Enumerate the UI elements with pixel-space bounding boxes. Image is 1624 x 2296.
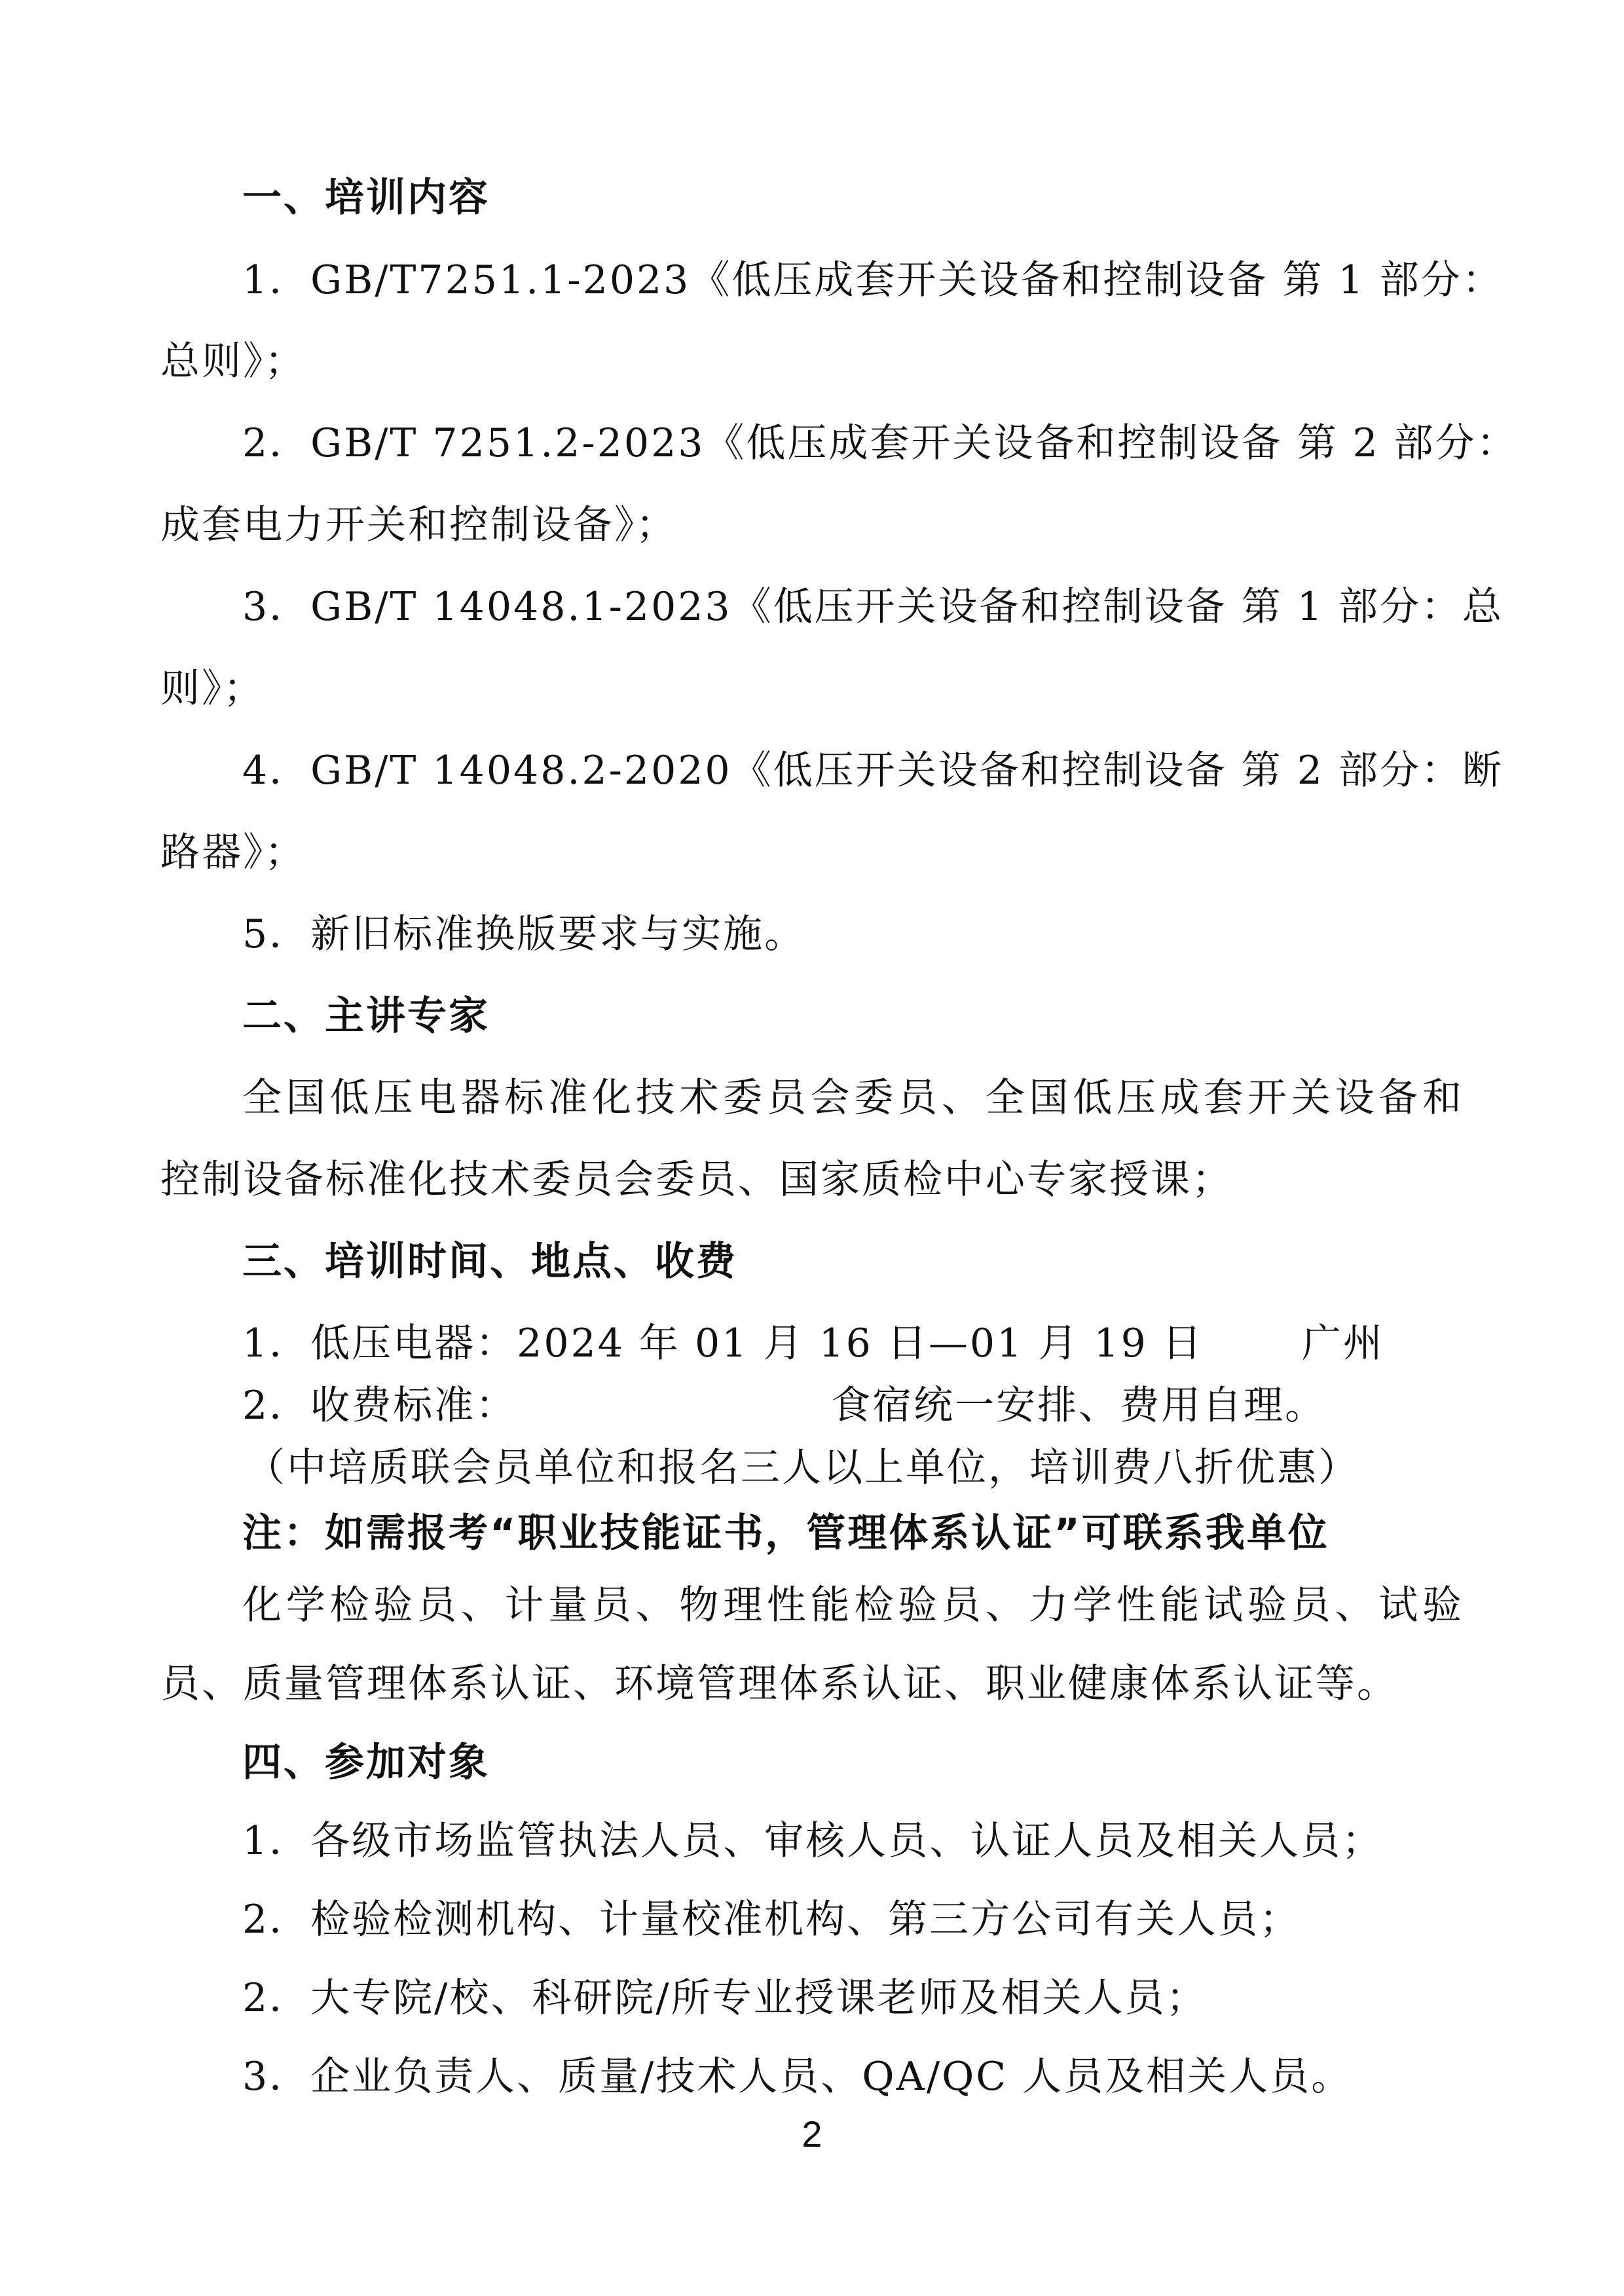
training-item-1-line2: 总则》； [160, 338, 306, 384]
training-item-1-line1: 1．GB/T7251.1-2023《低压成套开关设备和控制设备 第 1 部分： [242, 257, 1504, 303]
training-place: 广州 [1301, 1321, 1384, 1366]
training-time: 1．低压电器：2024 年 01 月 16 日—01 月 19 日 [242, 1321, 1204, 1366]
training-item-3-line1: 3．GB/T 14048.1-2023《低压开关设备和控制设备 第 1 部分：总 [242, 584, 1504, 630]
participant-item-2: 2．检验检测机构、计量校准机构、第三方公司有关人员； [242, 1897, 1301, 1942]
training-item-3-line2: 则》； [160, 666, 265, 712]
training-item-2-line1: 2．GB/T 7251.2-2023《低压成套开关设备和控制设备 第 2 部分： [242, 420, 1518, 466]
training-item-5: 5．新旧标准换版要求与实施。 [242, 911, 806, 957]
participant-item-3: 2．大专院/校、科研院/所专业授课老师及相关人员； [242, 1975, 1208, 2021]
training-item-2-line2: 成套电力开关和控制设备》； [160, 502, 677, 548]
section-heading-time-place-fee: 三、培训时间、地点、收费 [242, 1239, 737, 1285]
fee-label: 2．收费标准： [242, 1383, 517, 1429]
fee-note: 食宿统一安排、费用自理。 [831, 1383, 1327, 1429]
certificate-list-line2: 员、质量管理体系认证、环境管理体系认证、职业健康体系认证等。 [160, 1661, 1398, 1707]
fee-row [242, 1379, 1326, 1432]
certificate-list-line1: 化学检验员、计量员、物理性能检验员、力学性能试验员、试验 [242, 1582, 1464, 1628]
discount-note: （中培质联会员单位和报名三人以上单位，培训费八折优惠） [246, 1445, 1359, 1491]
certificate-note-heading: 注：如需报考“职业技能证书，管理体系认证”可联系我单位 [242, 1510, 1329, 1556]
section-heading-lecturers: 二、主讲专家 [242, 993, 490, 1039]
lecturers-line2: 控制设备标准化技术委员会委员、国家质检中心专家授课； [160, 1157, 1233, 1203]
lecturers-line1: 全国低压电器标准化技术委员会委员、全国低压成套开关设备和 [242, 1075, 1464, 1121]
participant-item-4: 3．企业负责人、质量/技术人员、QA/QC 人员及相关人员。 [242, 2054, 1353, 2100]
section-heading-participants: 四、参加对象 [242, 1740, 490, 1785]
page-number: 2 [802, 2113, 822, 2155]
section-heading-training-content: 一、培训内容 [242, 175, 490, 221]
participant-item-1: 1．各级市场监管执法人员、审核人员、认证人员及相关人员； [242, 1818, 1384, 1864]
training-item-4-line2: 路器》； [160, 829, 306, 875]
training-item-4-line1: 4．GB/T 14048.2-2020《低压开关设备和控制设备 第 2 部分：断 [242, 748, 1504, 793]
training-time-row [242, 1317, 1384, 1370]
